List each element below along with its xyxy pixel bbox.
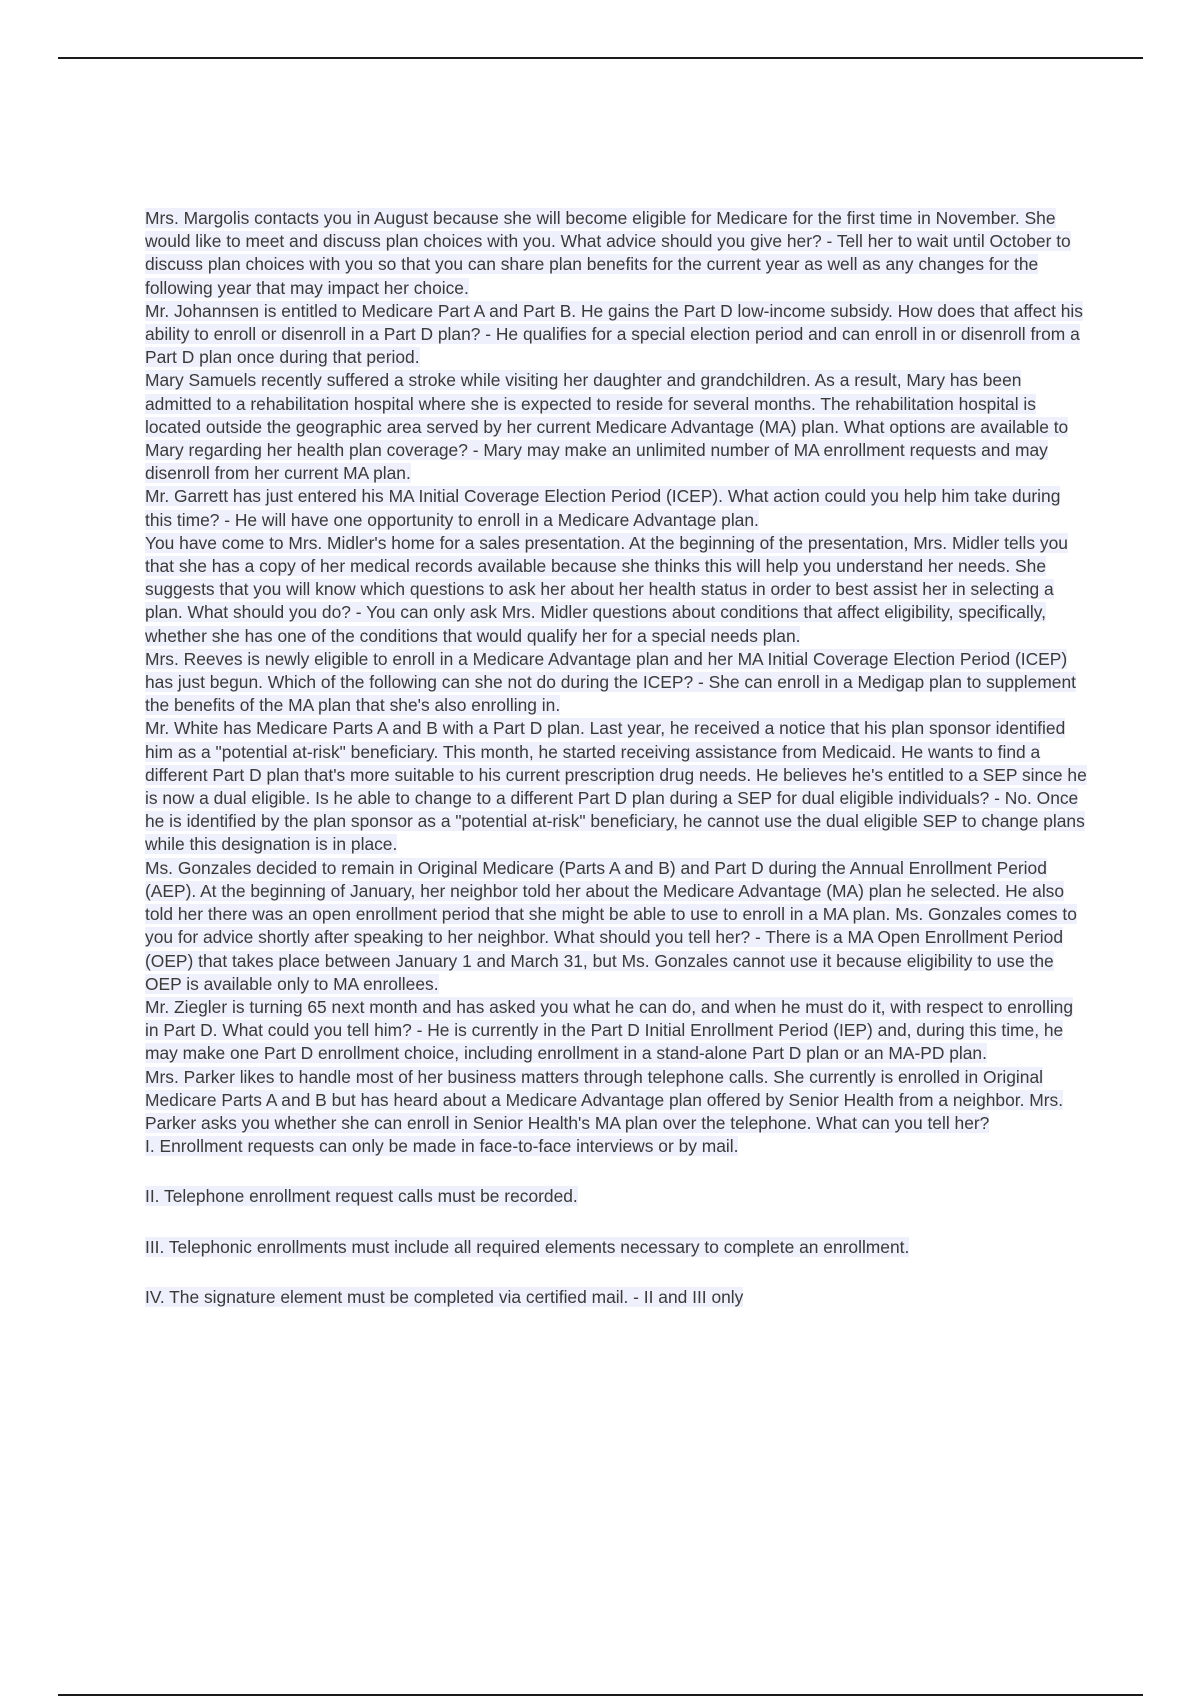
qa-item: Mr. Garrett has just entered his MA Initial Coverage Election Period (ICEP). What action could you help him take during this time? - He will have one opportunity to enroll in a Medicare Advantage plan. — [145, 486, 1061, 530]
qa-item: Mr. Johannsen is entitled to Medicare Part A and Part B. He gains the Part D low-income subsidy. How does that affect his ability to enroll or disenroll in a Part D plan? - He qualifies for a special election period and can enroll in or disenroll from a Part D plan once during that period. — [145, 300, 1083, 368]
bottom-rule — [58, 1694, 1143, 1696]
roman-item: II. Telephone enrollment request calls must be recorded. — [145, 1186, 578, 1207]
qa-item: Mary Samuels recently suffered a stroke while visiting her daughter and grandchildren. As a result, Mary has been admitted to a rehabilitation hospital where she is expected to reside for several months. The rehabilitation hospital is located outside the geographic area served by her current Medicare Advantage (MA) plan. What options are available to Mary regarding her health plan coverage? - Mary may make an unlimited number of MA enrollment requests and may disenroll from her current MA plan. — [145, 370, 1069, 484]
qa-item: You have come to Mrs. Midler's home for a sales presentation. At the beginning of the presentation, Mrs. Midler tells you that she has a copy of her medical records available because she thinks this will help you understand her needs. She suggests that you will know which questions to ask her about her health status in order to best assist her in selecting a plan. What should you do? - You can only ask Mrs. Midler questions about conditions that affect eligibility, specifically, whether she has one of the conditions that would qualify her for a special needs plan. — [145, 532, 1068, 646]
roman-item: I. Enrollment requests can only be made in face-to-face interviews or by mail. — [145, 1136, 739, 1157]
roman-item: III. Telephonic enrollments must include all required elements necessary to complete an enrollment. — [145, 1236, 910, 1257]
qa-item: Mrs. Reeves is newly eligible to enroll in a Medicare Advantage plan and her MA Initial Coverage Election Period (ICEP) has just begun. Which of the following can she not do during the ICEP? - She can enroll in a Medigap plan to supplement the benefits of the MA plan that she's also enrolling in. — [145, 648, 1076, 716]
top-rule — [58, 57, 1143, 59]
qa-item: Mrs. Margolis contacts you in August because she will become eligible for Medicare for the first time in November. She would like to meet and discuss plan choices with you. What advice should you give her? - Tell her to wait until October to discuss plan choices with you so that you can share plan benefits for the current year as well as any changes for the following year that may impact her choice. — [145, 208, 1071, 298]
document-body — [145, 207, 1090, 1309]
qa-item: Mr. Ziegler is turning 65 next month and has asked you what he can do, and when he must do it, with respect to enrolling in Part D. What could you tell him? - He is currently in the Part D Initial Enrollment Period (IEP) and, during this time, he may make one Part D enrollment choice, including enrollment in a stand-alone Part D plan or an MA-PD plan. — [145, 996, 1074, 1064]
roman-item: IV. The signature element must be completed via certified mail. - II and III only — [145, 1286, 744, 1307]
qa-item: Mrs. Parker likes to handle most of her business matters through telephone calls. She currently is enrolled in Original Medicare Parts A and B but has heard about a Medicare Advantage plan offered by Senior Health from a neighbor. Mrs. Parker asks you whether she can enroll in Senior Health's MA plan over the telephone. What can you tell her? — [145, 1066, 1064, 1133]
qa-item: Ms. Gonzales decided to remain in Original Medicare (Parts A and B) and Part D during the Annual Enrollment Period (AEP). At the beginning of January, her neighbor told her about the Medicare Advantage (MA) plan he selected. He also told her there was an open enrollment period that she might be able to use to enroll in a MA plan. Ms. Gonzales comes to you for advice shortly after speaking to her neighbor. What should you tell her? - There is a MA Open Enrollment Period (OEP) that takes place between January 1 and March 31, but Ms. Gonzales cannot use it because eligibility to use the OEP is available only to MA enrollees. — [145, 857, 1077, 994]
qa-item: Mr. White has Medicare Parts A and B with a Part D plan. Last year, he received a notice that his plan sponsor identified him as a "potential at-risk" beneficiary. This month, he started receiving assistance from Medicaid. He wants to find a different Part D plan that's more suitable to his current prescription drug needs. He believes he's entitled to a SEP since he is now a dual eligible. Is he able to change to a different Part D plan during a SEP for dual eligible individuals? - No. Once he is identified by the plan sponsor as a "potential at-risk" beneficiary, he cannot use the dual eligible SEP to change plans while this designation is in place. — [145, 718, 1087, 855]
